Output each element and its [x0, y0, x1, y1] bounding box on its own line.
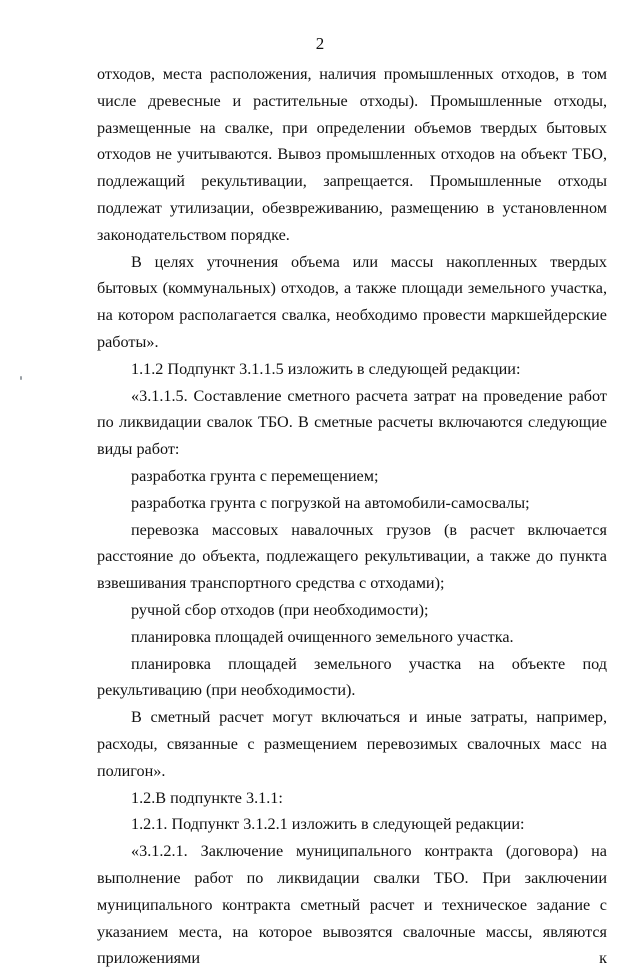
paragraph-1-2: 1.2.В подпункте 3.1.1: — [131, 788, 283, 807]
margin-mark — [20, 376, 22, 380]
list-item-manual-collection: ручной сбор отходов (при необходимости); — [131, 600, 429, 619]
list-item-soil-loading: разработка грунта с погрузкой на автомобили-самосвалы; — [131, 493, 530, 512]
list-item-recultivation-grading: планировка площадей земельного участка на объекте под рекультивацию (при необходимости). — [97, 654, 607, 700]
paragraph-1-2-1: 1.2.1. Подпункт 3.1.2.1 изложить в следующей редакции: — [131, 815, 525, 834]
paragraph-other-costs: В сметный расчет могут включаться и иные затраты, например, расходы, связанные с размещением перевозимых свалочных масс на полигон». — [97, 708, 607, 780]
paragraph-waste-details: отходов, места расположения, наличия промышленных отходов, в том числе древесные и растительные отходы). Промышленные отходы, размещенные на свалке, при определении объемов твердых бытовых отходов не учитываются. Вывоз промышленных отходов на объект ТБО, подлежащий рекультивации, запрещается. Промышленные отходы подлежат утилизации, обезвреживанию, размещению в установленном законодательством порядке. — [97, 65, 607, 244]
list-item-site-grading: планировка площадей очищенного земельного участка. — [131, 627, 514, 646]
paragraph-3-1-2-1: «3.1.2.1. Заключение муниципального контракта (договора) на выполнение работ по ликвидации свалки ТБО. При заключении муниципального контракта сметный расчет и техническое задание с указанием места, на которое вывозятся свалочные массы, являются приложениями к — [97, 842, 607, 968]
list-item-bulk-transport: перевозка массовых навалочных грузов (в расчет включается расстояние до объекта, подлежащего рекультивации, а также до пункта взвешивания транспортного средства с отходами); — [97, 520, 607, 593]
paragraph-3-1-1-5: «3.1.1.5. Составление сметного расчета затрат на проведение работ по ликвидации свалок ТБО. В сметные расчеты включаются следующие виды работ: — [97, 386, 607, 459]
page-number: 2 — [315, 34, 325, 53]
list-item-soil-movement: разработка грунта с перемещением; — [131, 466, 379, 485]
document-body — [97, 61, 607, 972]
paragraph-survey-works: В целях уточнения объема или массы накопленных твердых бытовых (коммунальных) отходов, а также площади земельного участка, на котором располагается свалка, необходимо провести маркшейдерские работы». — [97, 252, 607, 351]
paragraph-1-1-2: 1.1.2 Подпункт 3.1.1.5 изложить в следующей редакции: — [131, 359, 521, 378]
